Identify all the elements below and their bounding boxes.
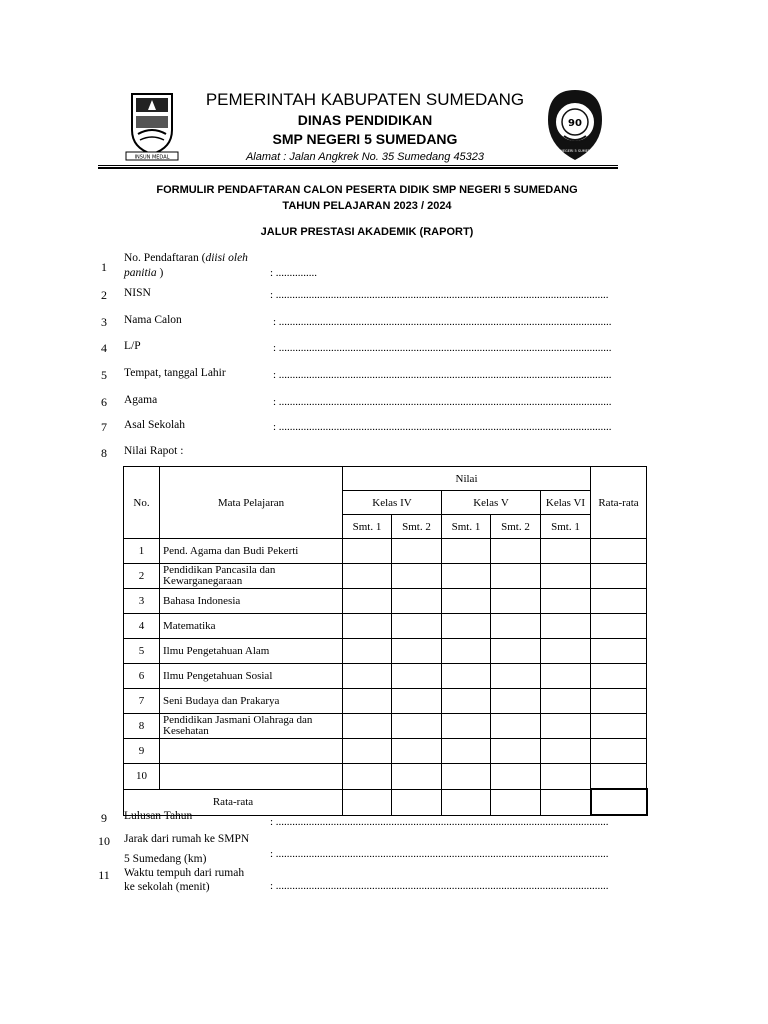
school-name: SMP NEGERI 5 SUMEDANG (272, 131, 458, 147)
grade-cell[interactable] (442, 689, 491, 714)
field-label-report-grades: Nilai Rapot : (124, 445, 184, 457)
table-row (124, 714, 647, 739)
grade-cell[interactable] (541, 614, 591, 639)
grade-cell[interactable] (343, 764, 392, 790)
average-cell[interactable] (591, 664, 647, 689)
header-smt: Smt. 1 (541, 515, 591, 539)
grade-cell[interactable] (442, 664, 491, 689)
table-row (124, 764, 647, 790)
field-label-distance-line2: 5 Sumedang (km) (124, 853, 207, 865)
agency-name: DINAS PENDIDIKAN (297, 112, 433, 128)
grade-cell[interactable] (343, 614, 392, 639)
header-kelas-vi: Kelas VI (541, 491, 591, 515)
row-subject: Pend. Agama dan Budi Pekerti (160, 539, 343, 564)
average-cell[interactable] (591, 614, 647, 639)
row-subject: Pendidikan Jasmani Olahraga dan Kesehatan (160, 714, 343, 739)
grade-cell[interactable] (392, 739, 442, 764)
distance-field[interactable]: : ......................................................................................................................... (270, 848, 609, 860)
field-label-religion: Agama (124, 394, 158, 406)
field-label-origin-school: Asal Sekolah (124, 419, 186, 431)
grade-cell[interactable] (343, 714, 392, 739)
field-label-gender: L/P (124, 340, 141, 352)
header-kelas-v: Kelas V (442, 491, 541, 515)
field-label-travel-time-line2: ke sekolah (menit) (124, 881, 210, 893)
field-label-travel-time: Waktu tempuh dari rumah (124, 867, 245, 879)
header-smt: Smt. 2 (491, 515, 541, 539)
report-grades-table (123, 466, 648, 816)
grade-cell[interactable] (541, 764, 591, 790)
row-subject: Bahasa Indonesia (160, 589, 343, 614)
table-row (124, 739, 647, 764)
grade-cell[interactable] (343, 664, 392, 689)
row-no: 6 (124, 664, 160, 689)
grade-cell[interactable] (442, 764, 491, 790)
grade-cell[interactable] (392, 764, 442, 790)
grade-cell[interactable] (442, 614, 491, 639)
school-address: Alamat : Jalan Angkrek No. 35 Sumedang 45323 (245, 151, 485, 163)
field-number: 1 (101, 260, 107, 274)
header-smt: Smt. 1 (442, 515, 491, 539)
grade-cell[interactable] (392, 614, 442, 639)
grade-cell[interactable] (541, 589, 591, 614)
religion-field[interactable]: : ......................................................................................................................... (273, 396, 612, 408)
table-footer-row (124, 789, 647, 815)
average-cell[interactable] (591, 639, 647, 664)
grade-cell[interactable] (392, 539, 442, 564)
header-rule-thick (98, 167, 618, 169)
grade-cell[interactable] (491, 689, 541, 714)
origin-school-field[interactable]: : ......................................................................................................................... (273, 421, 612, 433)
average-cell[interactable] (591, 589, 647, 614)
table-row (124, 589, 647, 614)
header-subject: Mata Pelajaran (160, 467, 343, 539)
row-subject: Ilmu Pengetahuan Sosial (160, 664, 343, 689)
grade-cell[interactable] (491, 614, 541, 639)
grade-average-cell[interactable] (343, 789, 392, 815)
admission-track: JALUR PRESTASI AKADEMIK (RAPORT) (260, 226, 474, 238)
field-label-registration-no: No. Pendaftaran (diisi oleh panitia ) (124, 252, 248, 279)
row-no: 5 (124, 639, 160, 664)
grade-cell[interactable] (442, 739, 491, 764)
grade-cell[interactable] (491, 739, 541, 764)
table-row (124, 614, 647, 639)
grade-cell[interactable] (392, 589, 442, 614)
table-row (124, 639, 647, 664)
field-label-name: Nama Calon (124, 314, 182, 326)
registration-no-field[interactable]: : ............... (270, 267, 318, 279)
grade-cell[interactable] (491, 589, 541, 614)
field-number: 4 (101, 341, 107, 355)
field-label-nisn: NISN (124, 287, 151, 299)
birth-field[interactable]: : ......................................................................................................................... (273, 369, 612, 381)
name-field[interactable]: : ......................................................................................................................... (273, 316, 612, 328)
row-no: 2 (124, 564, 160, 589)
field-number: 5 (101, 368, 107, 382)
grade-cell[interactable] (491, 714, 541, 739)
grade-cell[interactable] (491, 564, 541, 589)
grade-cell[interactable] (442, 564, 491, 589)
row-no: 1 (124, 539, 160, 564)
gender-field[interactable]: : ......................................................................................................................... (273, 342, 612, 354)
row-subject[interactable] (160, 739, 343, 764)
grade-cell[interactable] (392, 714, 442, 739)
header-no: No. (124, 467, 160, 539)
average-cell[interactable] (591, 539, 647, 564)
overall-average-cell[interactable] (591, 789, 647, 815)
grade-cell[interactable] (541, 639, 591, 664)
header-smt: Smt. 2 (392, 515, 442, 539)
table-row (124, 564, 647, 589)
row-no: 4 (124, 614, 160, 639)
header-average: Rata-rata (591, 467, 647, 539)
field-number: 8 (101, 446, 107, 460)
grade-cell[interactable] (392, 564, 442, 589)
grade-cell[interactable] (392, 689, 442, 714)
field-number: 10 (98, 834, 110, 848)
grade-average-cell[interactable] (392, 789, 442, 815)
grade-cell[interactable] (491, 539, 541, 564)
average-cell[interactable] (591, 714, 647, 739)
average-cell[interactable] (591, 764, 647, 790)
school-logo-text: SMP NEGERI 5 SUMEDANG (551, 149, 599, 153)
field-number: 11 (98, 868, 110, 882)
svg-text:90: 90 (568, 118, 582, 129)
row-no: 8 (124, 714, 160, 739)
nisn-field[interactable]: : ......................................................................................................................... (270, 289, 609, 301)
grade-average-cell[interactable] (442, 789, 491, 815)
grade-cell[interactable] (541, 739, 591, 764)
row-no: 10 (124, 764, 160, 790)
grade-cell[interactable] (541, 539, 591, 564)
grade-average-cell[interactable] (491, 789, 541, 815)
header-rule-thin (98, 165, 618, 166)
row-subject: Matematika (160, 614, 343, 639)
grade-cell[interactable] (442, 539, 491, 564)
grade-cell[interactable] (343, 689, 392, 714)
travel-time-field[interactable]: : ......................................................................................................................... (270, 880, 609, 892)
grade-cell[interactable] (392, 664, 442, 689)
grade-cell[interactable] (343, 539, 392, 564)
row-subject: Ilmu Pengetahuan Alam (160, 639, 343, 664)
average-cell[interactable] (591, 564, 647, 589)
grade-cell[interactable] (343, 564, 392, 589)
field-label-graduation-year: Lulusan Tahun (124, 810, 193, 822)
header-nilai: Nilai (343, 467, 591, 491)
row-no: 9 (124, 739, 160, 764)
average-cell[interactable] (591, 739, 647, 764)
grade-cell[interactable] (491, 639, 541, 664)
header-kelas-iv: Kelas IV (343, 491, 442, 515)
row-no: 7 (124, 689, 160, 714)
grade-cell[interactable] (442, 639, 491, 664)
field-number: 9 (101, 811, 107, 825)
emblem-motto: INSUN MEDAL (134, 154, 170, 161)
table-row (124, 664, 647, 689)
footer-average-label: Rata-rata (124, 789, 343, 815)
table-row (124, 689, 647, 714)
header-smt: Smt. 1 (343, 515, 392, 539)
row-subject: Seni Budaya dan Prakarya (160, 689, 343, 714)
field-label-birth: Tempat, tanggal Lahir (124, 367, 226, 379)
grade-average-cell[interactable] (541, 789, 591, 815)
grade-cell[interactable] (491, 764, 541, 790)
academic-year: TAHUN PELAJARAN 2023 / 2024 (282, 200, 452, 212)
grade-cell[interactable] (343, 739, 392, 764)
form-title: FORMULIR PENDAFTARAN CALON PESERTA DIDIK SMP NEGERI 5 SUMEDANG (156, 184, 578, 196)
grade-cell[interactable] (392, 639, 442, 664)
grade-cell[interactable] (541, 664, 591, 689)
field-number: 2 (101, 288, 107, 302)
table-row (124, 539, 647, 564)
average-cell[interactable] (591, 689, 647, 714)
grade-cell[interactable] (541, 689, 591, 714)
government-name: PEMERINTAH KABUPATEN SUMEDANG (205, 90, 525, 109)
row-no: 3 (124, 589, 160, 614)
grade-cell[interactable] (491, 664, 541, 689)
field-number: 7 (101, 420, 107, 434)
grade-cell[interactable] (541, 714, 591, 739)
grade-cell[interactable] (442, 714, 491, 739)
grade-cell[interactable] (541, 564, 591, 589)
row-subject: Pendidikan Pancasila dan Kewarganegaraan (160, 564, 343, 589)
field-label-distance: Jarak dari rumah ke SMPN (124, 833, 250, 845)
grade-cell[interactable] (343, 589, 392, 614)
graduation-year-field[interactable]: : ......................................................................................................................... (270, 816, 609, 828)
grade-cell[interactable] (343, 639, 392, 664)
row-subject[interactable] (160, 764, 343, 790)
field-number: 6 (101, 395, 107, 409)
field-number: 3 (101, 315, 107, 329)
grade-cell[interactable] (442, 589, 491, 614)
